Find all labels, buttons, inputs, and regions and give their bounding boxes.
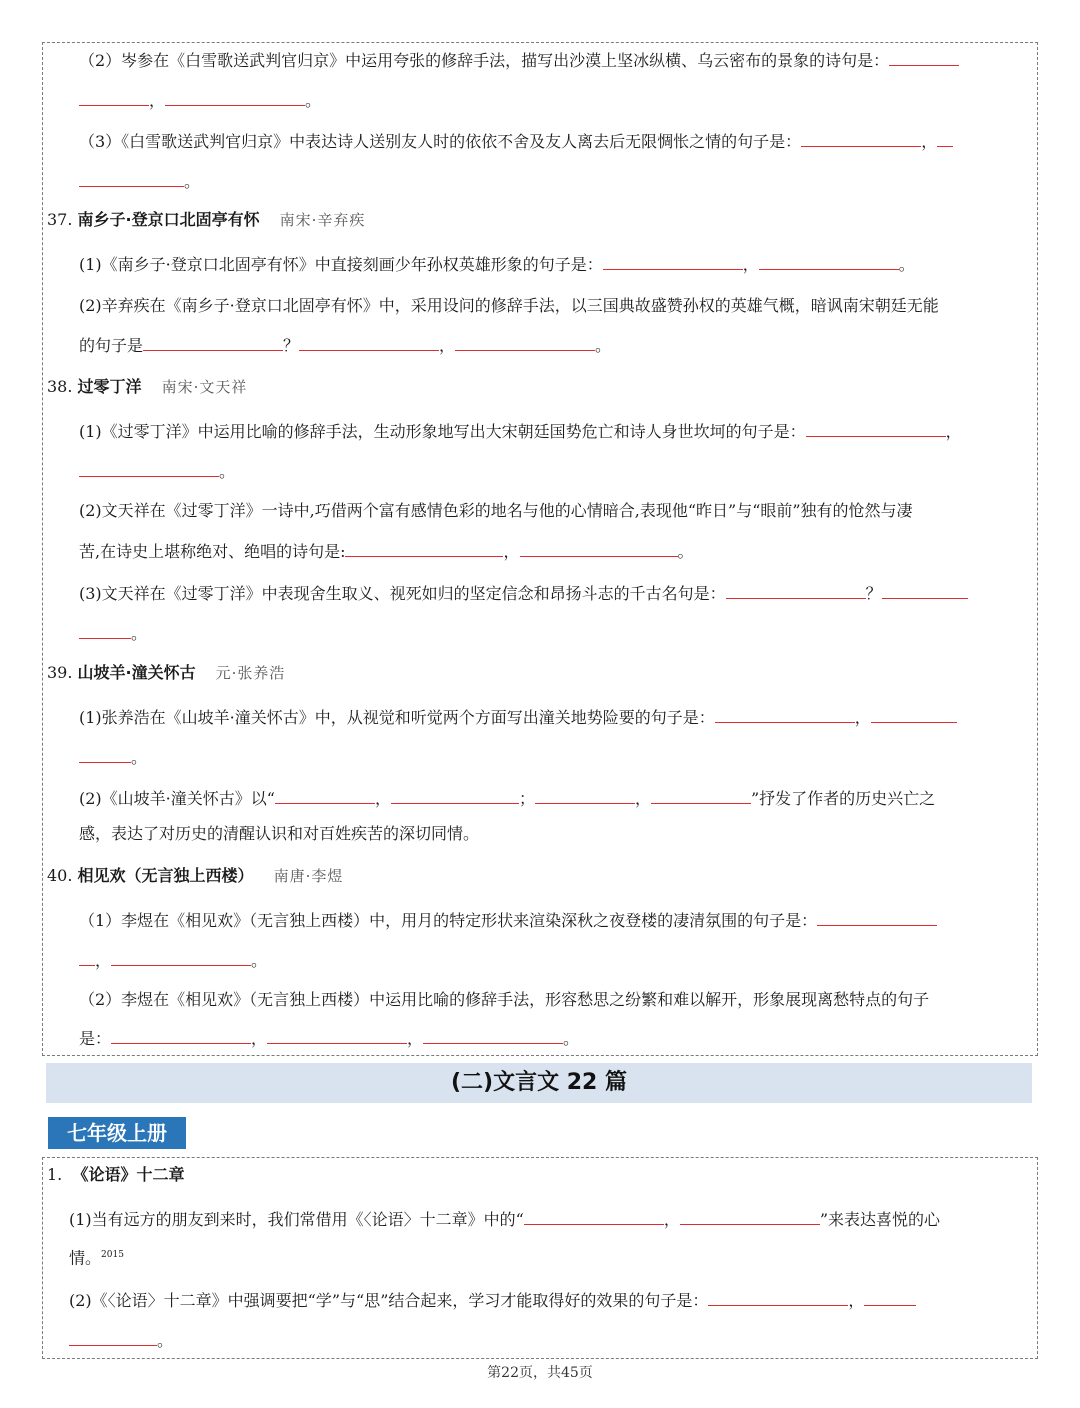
answer-blank[interactable] (651, 785, 751, 804)
answer-blank[interactable] (345, 538, 503, 557)
answer-blank[interactable] (817, 907, 937, 926)
poem-38-header: 38. 过零丁洋 南宋·文天祥 (47, 377, 248, 396)
q38-2-line2: 苦,在诗史上堪称绝对、绝唱的诗句是: ， 。 (79, 538, 694, 564)
q40-2-line1: （2）李煜在《相见欢》（无言独上西楼）中运用比喻的修辞手法，形容愁思之纷繁和难以解开，形象展现离愁特点的句子 (79, 990, 930, 1009)
q37-2-line2: 的句子是 ？ ， 。 (79, 332, 611, 358)
answer-blank[interactable] (165, 87, 305, 106)
answer-blank[interactable] (801, 128, 921, 147)
answer-blank[interactable] (759, 251, 899, 270)
w1-q2-line2: 。 (69, 1327, 173, 1353)
answer-blank[interactable] (882, 580, 968, 599)
answer-blank[interactable] (603, 251, 743, 270)
answer-blank[interactable] (69, 1327, 157, 1346)
poem-title: 山坡羊·潼关怀古 (77, 663, 196, 682)
answer-blank[interactable] (889, 47, 959, 66)
q36-2-line2: ， 。 (79, 87, 321, 113)
answer-blank[interactable] (423, 1025, 563, 1044)
answer-blank[interactable] (708, 1287, 848, 1306)
answer-blank[interactable] (79, 620, 131, 639)
q40-1-line2: ， 。 (79, 947, 267, 973)
q36-3-line1: （3）《白雪歌送武判官归京》中表达诗人送别友人时的依依不舍及友人离去后无限惆怅之情的句子是： ， (79, 128, 953, 154)
answer-blank[interactable] (299, 332, 439, 351)
answer-blank[interactable] (391, 785, 519, 804)
answer-blank[interactable] (275, 785, 375, 804)
poem-39-header: 39. 山坡羊·潼关怀古 元·张养浩 (47, 663, 286, 682)
q38-3-line1: (3)文天祥在《过零丁洋》中表现舍生取义、视死如归的坚定信念和昂扬斗志的千古名句是： ？ (79, 580, 968, 606)
w1-q1-line2: 情。$^{2015}$ (69, 1248, 124, 1268)
answer-blank[interactable] (864, 1287, 916, 1306)
q38-1-line2: 。 (79, 458, 235, 484)
poem-author: 南唐·李煜 (273, 867, 344, 885)
year-note: 2015 (101, 1250, 124, 1260)
poem-40-header: 40. 相见欢（无言独上西楼） 南唐·李煜 (47, 866, 344, 885)
answer-blank[interactable] (524, 1206, 664, 1225)
answer-blank[interactable] (680, 1206, 820, 1225)
answer-blank[interactable] (79, 168, 184, 187)
answer-blank[interactable] (111, 1025, 251, 1044)
poem-author: 南宋·辛弃疾 (279, 211, 366, 229)
answer-blank[interactable] (937, 128, 953, 147)
answer-blank[interactable] (520, 538, 678, 557)
poem-37-header: 37. 南乡子·登京口北固亭有怀 南宋·辛弃疾 (47, 210, 366, 229)
w1-q2-line1: (2)《〈论语〉十二章》中强调要把“学”与“思”结合起来，学习才能取得好的效果的句子是： ， (69, 1287, 916, 1313)
q39-1-line1: (1)张养浩在《山坡羊·潼关怀古》中，从视觉和听觉两个方面写出潼关地势险要的句子是： ， (79, 704, 957, 730)
poem-title: 南乡子·登京口北固亭有怀 (77, 210, 260, 229)
q39-1-line2: 。 (79, 744, 147, 770)
answer-blank[interactable] (455, 332, 595, 351)
q38-3-line2: 。 (79, 620, 147, 646)
classical-box (42, 1157, 1038, 1359)
answer-blank[interactable] (715, 704, 855, 723)
page-number: 第22页，共45页 (487, 1365, 593, 1381)
q40-1-line1: （1）李煜在《相见欢》（无言独上西楼）中，用月的特定形状来渲染深秋之夜登楼的凄清氛围的句子是： (79, 907, 937, 933)
q39-2-line1: (2)《山坡羊·潼关怀古》以“ ， ； ， ”抒发了作者的历史兴亡之 (79, 785, 935, 811)
poem-title: 过零丁洋 (77, 377, 142, 396)
q38-1-line1: (1)《过零丁洋》中运用比喻的修辞手法，生动形象地写出大宋朝廷国势危亡和诗人身世坎坷的句子是： ， (79, 418, 962, 444)
answer-blank[interactable] (111, 947, 251, 966)
poem-author: 南宋·文天祥 (161, 378, 248, 396)
answer-blank[interactable] (79, 458, 219, 477)
answer-blank[interactable] (871, 704, 957, 723)
q38-2-line1: (2)文天祥在《过零丁洋》一诗中,巧借两个富有感情色彩的地名与他的心情暗合,表现他“昨日”与“眼前”独有的怆然与凄 (79, 501, 913, 520)
q36-2-line1: （2）岑参在《白雪歌送武判官归京》中运用夸张的修辞手法，描写出沙漠上坚冰纵横、乌云密布的景象的诗句是： (79, 47, 959, 73)
w1-q1-line1: (1)当有远方的朋友到来时，我们常借用《〈论语〉十二章》中的“ ， ”来表达喜悦的心 (69, 1206, 940, 1232)
q39-2-line2: 感，表达了对历史的清醒认识和对百姓疾苦的深切同情。 (79, 824, 480, 843)
answer-blank[interactable] (267, 1025, 407, 1044)
answer-blank[interactable] (726, 580, 866, 599)
q37-1: (1)《南乡子·登京口北固亭有怀》中直接刻画少年孙权英雄形象的句子是： ， 。 (79, 251, 915, 277)
text-1-header: 1. 《论语》十二章 (47, 1165, 185, 1184)
answer-blank[interactable] (79, 744, 131, 763)
q40-2-line2: 是： ， ， 。 (79, 1025, 579, 1051)
grade-tag: 七年级上册 (48, 1117, 186, 1149)
answer-blank[interactable] (79, 87, 149, 106)
q36-3-line2: 。 (79, 168, 200, 194)
answer-blank[interactable] (143, 332, 283, 351)
q37-2-line1: (2)辛弃疾在《南乡子·登京口北固亭有怀》中，采用设问的修辞手法，以三国典故盛赞孙权的英雄气概，暗讽南宋朝廷无能 (79, 296, 939, 315)
section-title: (二)文言文 22 篇 (46, 1063, 1032, 1103)
poem-title: 相见欢（无言独上西楼） (77, 866, 254, 885)
answer-blank[interactable] (79, 947, 95, 966)
answer-blank[interactable] (535, 785, 635, 804)
poem-author: 元·张养浩 (215, 664, 286, 682)
text-title: 《论语》十二章 (72, 1165, 185, 1184)
answer-blank[interactable] (806, 418, 946, 437)
